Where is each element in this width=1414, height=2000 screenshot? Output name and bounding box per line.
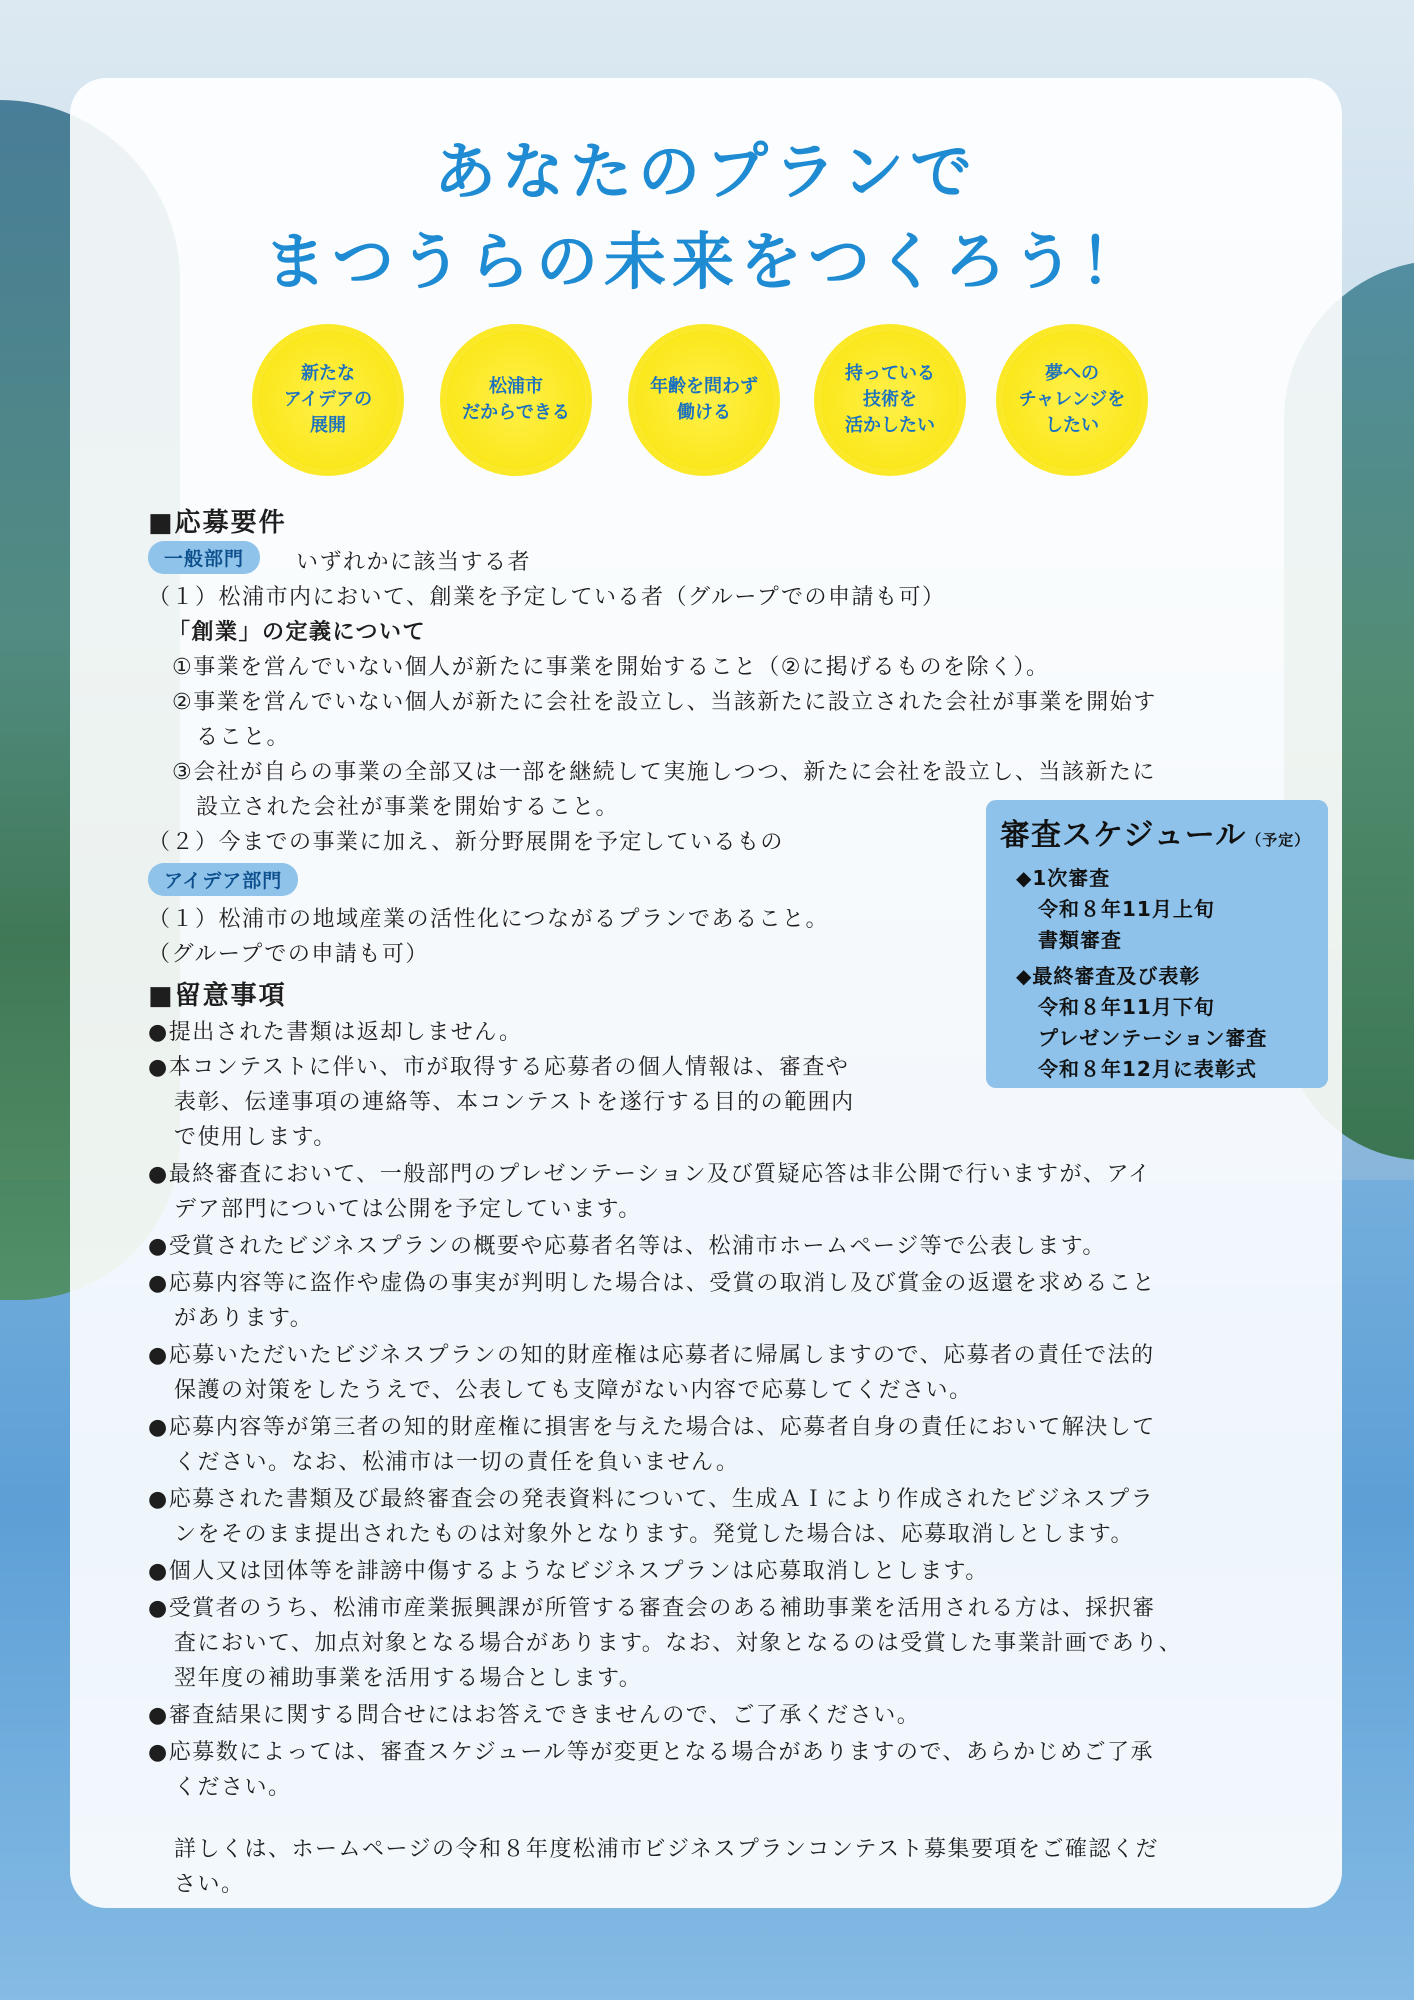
- footer-line1: 詳しくは、ホームページの令和８年度松浦市ビジネスプランコンテスト募集要項をご確認くだ: [174, 1837, 1160, 1862]
- note-line: があります。: [174, 1306, 314, 1331]
- requirements-heading: ■応募要件: [148, 508, 287, 538]
- founding-definition-heading: 「創業」の定義について: [168, 620, 427, 645]
- note-line: ●提出された書類は返却しません。: [148, 1020, 523, 1045]
- note-line: ンをそのまま提出されたものは対象外となります。発覚した場合は、応募取消しとします。: [174, 1522, 1134, 1547]
- definition-3: ③会社が自らの事業の全部又は一部を継続して実施しつつ、新たに会社を設立し、当該新たに: [172, 760, 1156, 785]
- note-line: ください。なお、松浦市は一切の責任を負いません。: [174, 1450, 740, 1475]
- schedule-stage-2-detail: プレゼンテーション審査: [1038, 1026, 1268, 1050]
- schedule-title-text: 審査スケジュール: [1000, 818, 1247, 853]
- definition-2-cont: ること。: [196, 725, 291, 750]
- note-line: ●応募内容等に盗作や虚偽の事実が判明した場合は、受賞の取消し及び賞金の返還を求めること: [148, 1271, 1156, 1296]
- definition-3-cont: 設立された会社が事業を開始すること。: [196, 795, 620, 820]
- note-line: ●応募いただいたビジネスプランの知的財産権は応募者に帰属しますので、応募者の責任で法的: [148, 1343, 1155, 1368]
- page-title-line2: まつうらの未来をつくろう！: [263, 225, 1148, 298]
- badge-new-ideas: 新たな アイデアの 展開: [258, 330, 398, 470]
- note-line: ●最終審査において、一般部門のプレゼンテーション及び質疑応答は非公開で行いますが、アイ: [148, 1162, 1152, 1187]
- badge-matsuura-only: 松浦市 だからできる: [446, 330, 586, 470]
- note-line: 査において、加点対象となる場合があります。なお、対象となるのは受賞した事業計画であり、: [174, 1631, 1183, 1656]
- schedule-stage-1-date: 令和８年11月上旬: [1038, 897, 1215, 921]
- note-line: ●応募された書類及び最終審査会の発表資料について、生成ＡＩにより作成されたビジネスプラ: [148, 1487, 1155, 1512]
- schedule-box: [986, 800, 1328, 1088]
- note-line: ●審査結果に関する問合せにはお答えできませんので、ご了承ください。: [148, 1703, 921, 1728]
- schedule-stage-2: ◆最終審査及び表彰: [1016, 964, 1201, 988]
- idea-item-1-note: （グループでの申請も可）: [148, 942, 429, 967]
- schedule-note: （予定）: [1246, 831, 1311, 849]
- schedule-title: [1000, 810, 1310, 854]
- schedule-stage-1: ◆1次審査: [1016, 866, 1111, 890]
- note-line: で使用します。: [174, 1125, 337, 1150]
- badge-dream-challenge: 夢への チャレンジを したい: [1002, 330, 1142, 470]
- definition-1: ①事業を営んでいない個人が新たに事業を開始すること（②に掲げるものを除く）。: [172, 655, 1050, 680]
- idea-item-1: （１）松浦市の地域産業の活性化につながるプランであること。: [148, 907, 830, 932]
- note-line: 表彰、伝達事項の連絡等、本コンテストを遂行する目的の範囲内: [174, 1090, 855, 1115]
- schedule-stage-2-award: 令和８年12月に表彰式: [1038, 1057, 1257, 1081]
- note-line: ●応募数によっては、審査スケジュール等が変更となる場合がありますので、あらかじめご了承: [148, 1740, 1154, 1765]
- general-item-2: （２）今までの事業に加え、新分野展開を予定しているもの: [148, 830, 784, 855]
- feature-badges: [0, 330, 1414, 470]
- note-line: ●受賞されたビジネスプランの概要や応募者名等は、松浦市ホームページ等で公表します。: [148, 1234, 1106, 1259]
- page-title-line1: あなたのプランで: [433, 135, 978, 208]
- note-line: ●本コンテストに伴い、市が取得する応募者の個人情報は、審査や: [148, 1055, 850, 1080]
- note-line: ●応募内容等が第三者の知的財産権に損害を与えた場合は、応募者自身の責任において解決して: [148, 1415, 1156, 1440]
- general-item-1: （１）松浦市内において、創業を予定している者（グループでの申請も可）: [148, 585, 946, 610]
- note-line: ください。: [174, 1775, 292, 1800]
- note-line: デア部門については公開を予定しています。: [174, 1197, 642, 1222]
- footer-line2: さい。: [174, 1872, 245, 1897]
- general-intro: いずれかに該当する者: [296, 550, 532, 575]
- general-category-tag: 一般部門: [148, 541, 260, 574]
- schedule-stage-1-detail: 書類審査: [1038, 928, 1122, 952]
- note-line: ●個人又は団体等を誹謗中傷するようなビジネスプランは応募取消しとします。: [148, 1559, 989, 1584]
- note-line: 翌年度の補助事業を活用する場合とします。: [174, 1666, 643, 1691]
- badge-any-age: 年齢を問わず 働ける: [634, 330, 774, 470]
- badge-use-skills: 持っている 技術を 活かしたい: [820, 330, 960, 470]
- notes-heading: ■留意事項: [148, 981, 287, 1011]
- note-line: 保護の対策をしたうえで、公表しても支障がない内容で応募してください。: [174, 1378, 973, 1403]
- note-line: ●受賞者のうち、松浦市産業振興課が所管する審査会のある補助事業を活用される方は、採択審: [148, 1596, 1156, 1621]
- schedule-stage-2-date: 令和８年11月下旬: [1038, 995, 1215, 1019]
- definition-2: ②事業を営んでいない個人が新たに会社を設立し、当該新たに設立された会社が事業を開始す: [172, 690, 1157, 715]
- idea-category-tag: アイデア部門: [148, 863, 298, 896]
